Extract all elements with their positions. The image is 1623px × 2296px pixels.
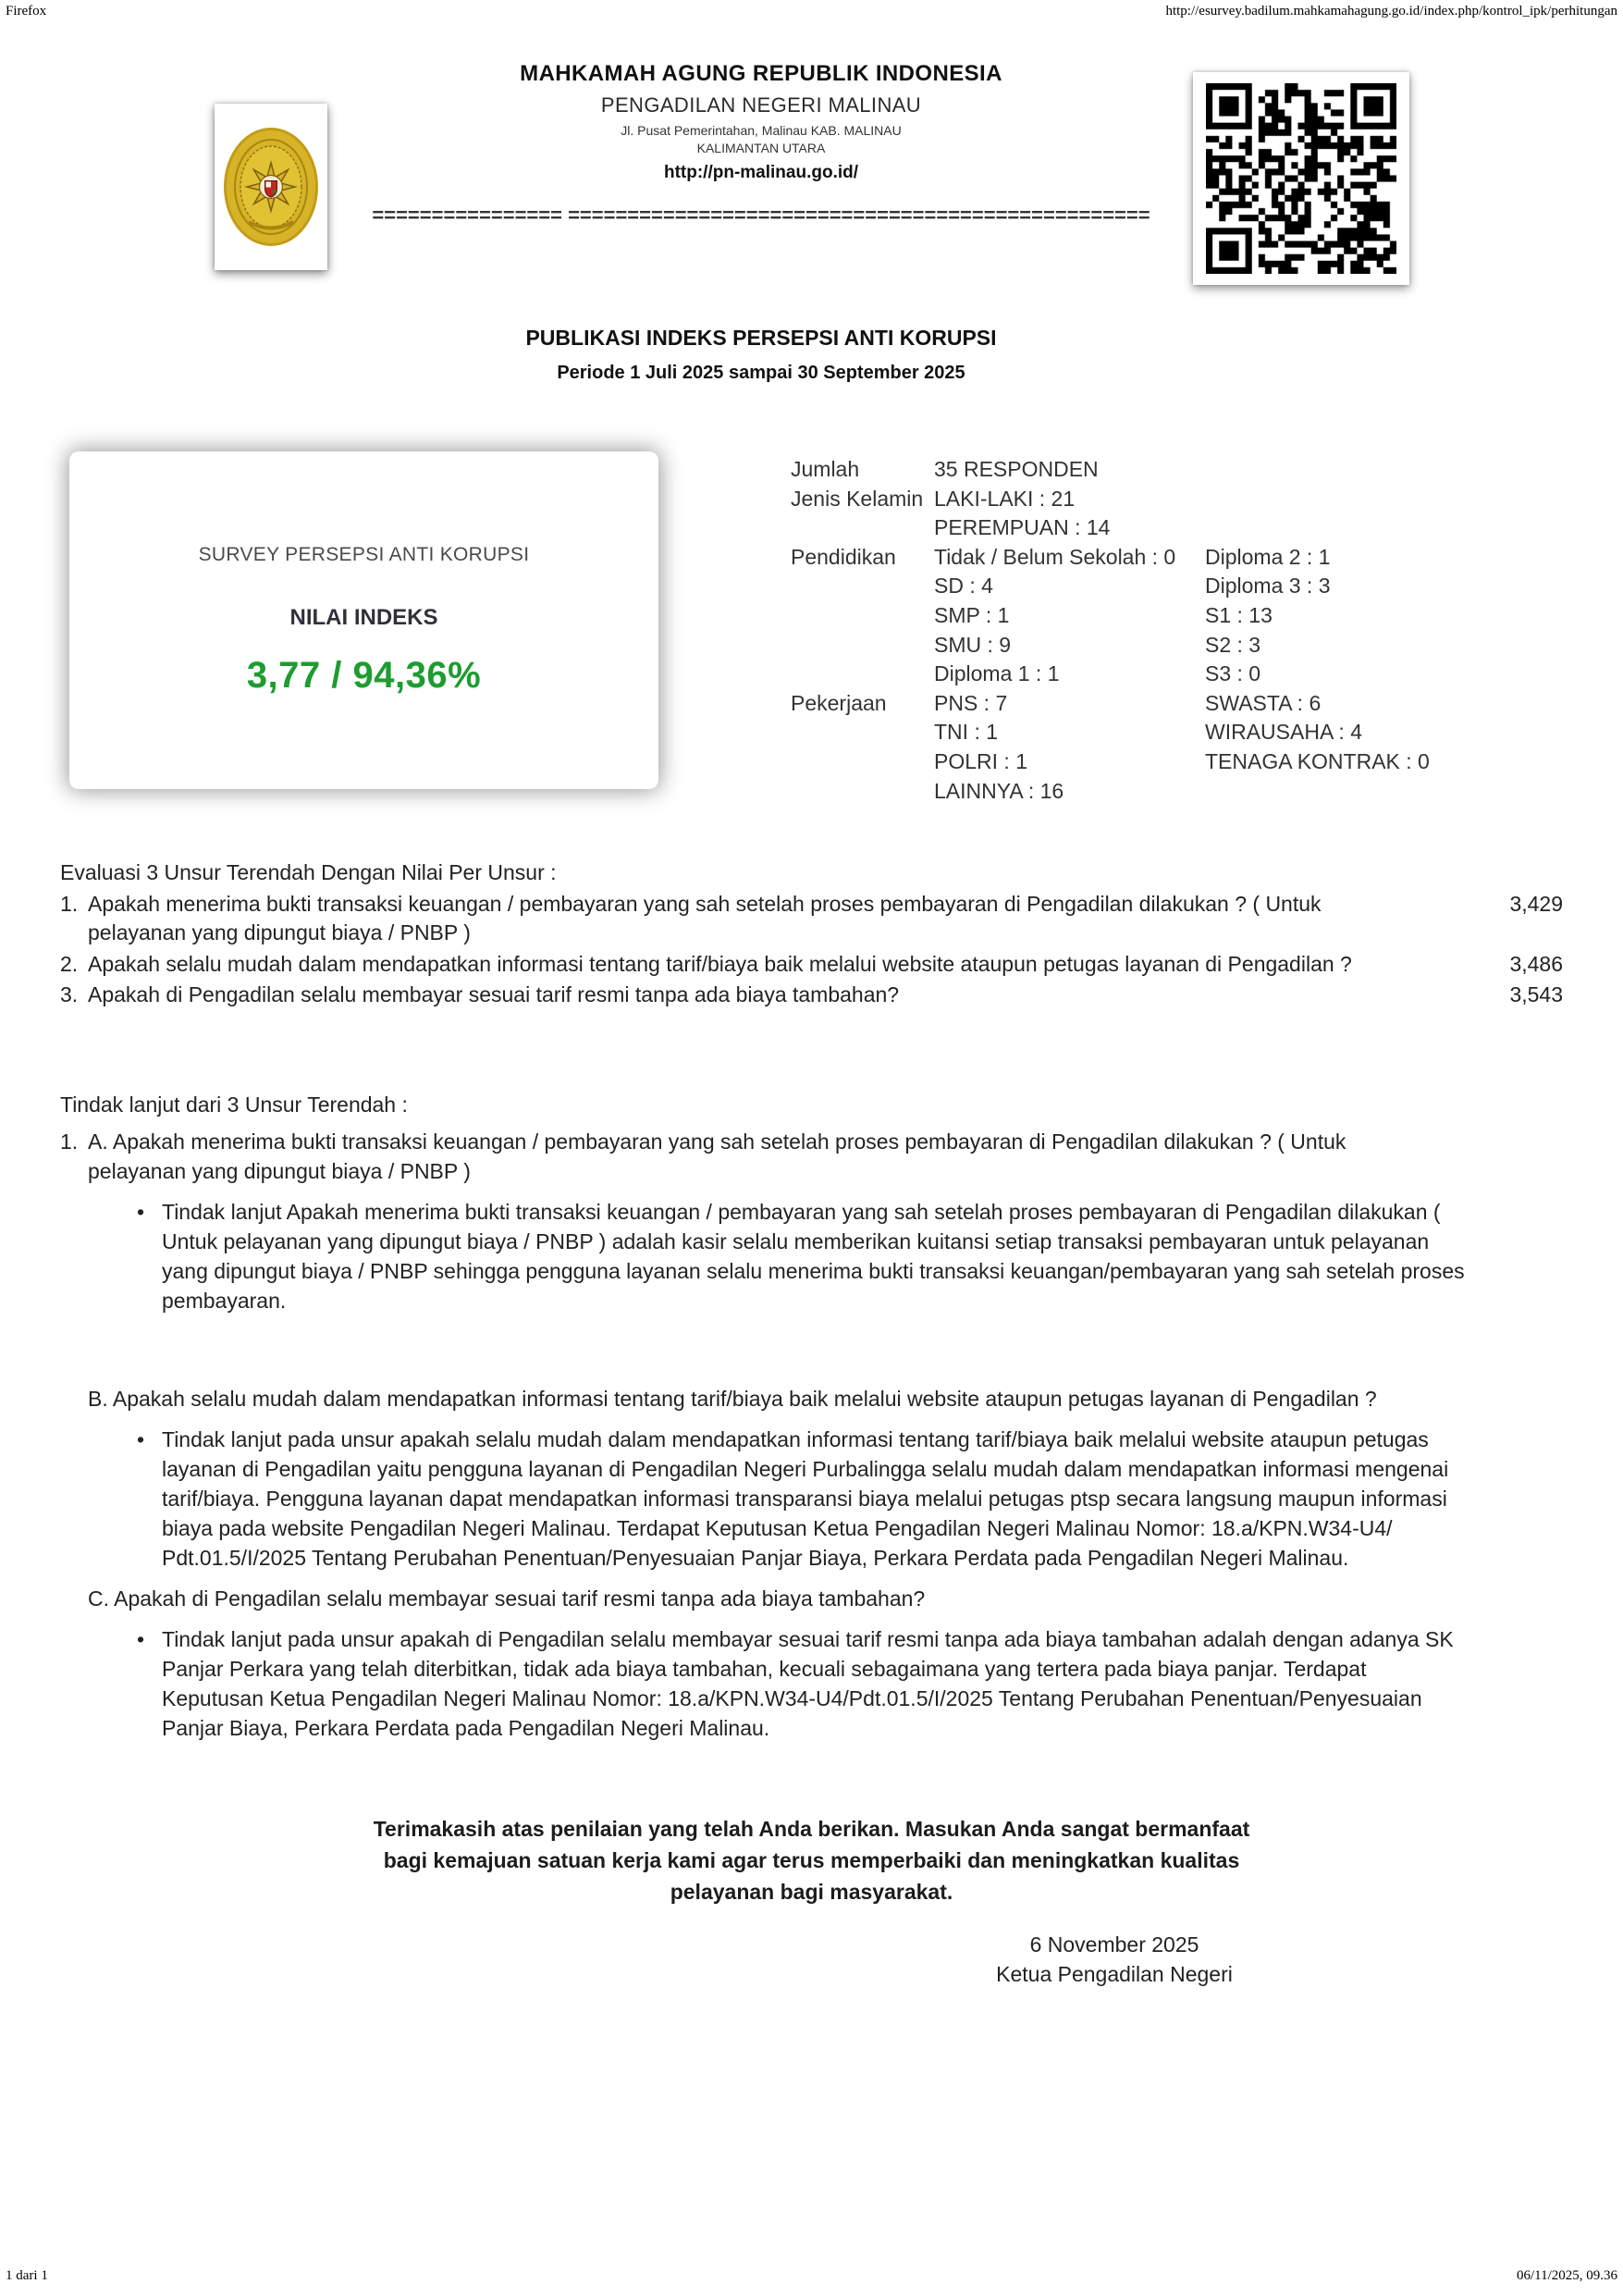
follow-up-section (60, 1384, 1563, 1573)
stat-row (791, 631, 1531, 660)
stat-value: WIRAUSAHA : 4 (1205, 720, 1362, 745)
letterhead-divider: ================ ================================================= (372, 204, 1150, 227)
org-name-line1: MAHKAMAH AGUNG REPUBLIK INDONESIA (520, 61, 1002, 86)
stat-label (791, 513, 934, 543)
question-text (88, 1127, 1415, 1186)
evaluation-item (60, 890, 1563, 948)
bullet-text: Tindak lanjut pada unsur apakah di Pengadilan selalu membayar sesuai tarif resmi tanpa ada biaya tambahan adalah dengan adanya SK Panjar Perkara yang telah diterbitkan, tidak ada biaya tambahan, kecuali sebagaimana yang tertera pada biaya panjar. Terdapat Keputusan Ketua Pengadilan Negeri Malinau Nomor: 18.a/KPN.W34-U4/Pdt.01.5/I/2025 Tentang Perubahan Penentuan/Penyesuaian Panjar Biaya, Perkara Perdata pada Pengadilan Negeri Malinau. (162, 1627, 1454, 1740)
signature-block (883, 1930, 1346, 1989)
question-number (60, 1384, 88, 1413)
item-score: 3,429 (1509, 891, 1563, 916)
bullet-text: Tindak lanjut Apakah menerima bukti transaksi keuangan / pembayaran yang sah setelah proses pembayaran di Pengadilan dilakukan ( Untuk pelayanan yang dipungut biaya / PNBP ) adalah kasir selalu memberikan kuitansi setiap transaksi pembayaran untuk pelayanan yang dipungut biaya / PNBP sehingga pengguna layanan selalu menerima bukti transaksi keuangan/pembayaran yang sah setelah proses pembayaran. (162, 1200, 1465, 1313)
stat-row (791, 455, 1531, 485)
stat-value: Tidak / Belum Sekolah : 0 (934, 544, 1176, 569)
follow-up-bullet (137, 1624, 1563, 1743)
closing-message: Terimakasih atas penilaian yang telah Anda berikan. Masukan Anda sangat bermanfaat bagi kemajuan satuan kerja kami agar terus memperbaiki dan meningkatkan kualitas pelayanan bagi masyarakat. (373, 1817, 1250, 1904)
item-score: 3,486 (1509, 951, 1563, 976)
stat-value: S2 : 3 (1205, 632, 1261, 657)
print-header-app: Firefox (6, 4, 47, 19)
follow-up-bullet (137, 1197, 1563, 1315)
stat-value: POLRI : 1 (934, 748, 1027, 773)
follow-up-question (60, 1384, 1563, 1413)
stat-value: S1 : 13 (1205, 602, 1273, 627)
evaluation-item (60, 981, 1563, 1010)
stat-label (791, 631, 934, 660)
question-body: Apakah menerima bukti transaksi keuangan / pembayaran yang sah setelah proses pembayaran di Pengadilan dilakukan ? ( Untuk pelayanan yang dipungut biaya / PNBP ) (88, 1129, 1346, 1183)
org-address-line1: Jl. Pusat Pemerintahan, Malinau KAB. MALINAU (621, 123, 902, 138)
question-number (60, 1584, 88, 1613)
stat-value: 35 RESPONDEN (934, 457, 1099, 481)
stat-value: SWASTA : 6 (1205, 690, 1322, 715)
org-address-line2: KALIMANTAN UTARA (696, 141, 826, 155)
stat-label (791, 601, 934, 631)
stat-value: TNI : 1 (934, 720, 999, 745)
item-text: Apakah menerima bukti transaksi keuangan / pembayaran yang sah setelah proses pembayaran di Pengadilan dilakukan ? ( Untuk pelayanan yang dipungut biaya / PNBP ) (88, 891, 1322, 944)
stat-label (791, 572, 934, 601)
print-footer-page-info: 1 dari 1 (6, 2268, 48, 2283)
stat-row (791, 747, 1531, 777)
stat-row (791, 718, 1531, 747)
stat-row (791, 543, 1531, 573)
stat-row (791, 660, 1531, 689)
follow-up-section-wrap (60, 1090, 1563, 1754)
evaluation-list (60, 890, 1563, 1010)
follow-up-section (60, 1127, 1563, 1315)
stat-label (791, 777, 934, 807)
document-title: PUBLIKASI INDEKS PERSEPSI ANTI KORUPSI (525, 326, 997, 350)
stat-value (1205, 455, 1531, 485)
index-score-card (69, 451, 658, 789)
qr-code-card (1193, 72, 1409, 285)
org-name-line2: PENGADILAN NEGERI MALINAU (600, 93, 922, 117)
stat-value: Diploma 1 : 1 (934, 661, 1060, 686)
stat-value: LAKI-LAKI : 21 (934, 486, 1076, 511)
respondent-stats (791, 455, 1531, 806)
stat-value: TENAGA KONTRAK : 0 (1205, 748, 1430, 773)
stat-label (791, 747, 934, 777)
index-label: NILAI INDEKS (289, 605, 438, 630)
question-letter: B. (88, 1387, 108, 1411)
stat-row (791, 601, 1531, 631)
question-text (88, 1384, 1415, 1413)
index-value: 3,77 / 94,36% (246, 655, 482, 696)
follow-up-section (60, 1584, 1563, 1743)
stat-value (1205, 777, 1531, 807)
stat-value: S3 : 0 (1205, 661, 1261, 686)
print-footer-timestamp: 06/11/2025, 09.36 (1516, 2268, 1617, 2283)
bullet-icon: • (137, 1627, 145, 1651)
stat-value: Diploma 2 : 1 (1205, 544, 1331, 569)
stat-value (1205, 513, 1531, 543)
stat-value: SMU : 9 (934, 632, 1012, 657)
signature-date: 6 November 2025 (1029, 1932, 1199, 1957)
follow-up-bullet (137, 1425, 1563, 1573)
follow-up-question (60, 1584, 1563, 1613)
question-text (88, 1584, 1415, 1613)
evaluation-heading: Evaluasi 3 Unsur Terendah Dengan Nilai Per Unsur : (60, 860, 557, 884)
closing-message-wrap (0, 1813, 1623, 1907)
item-number: 2. (60, 951, 79, 976)
bullet-icon: • (137, 1427, 145, 1451)
stat-row (791, 572, 1531, 601)
stat-row (791, 777, 1531, 807)
item-text: Apakah selalu mudah dalam mendapatkan informasi tentang tarif/biaya baik melalui website ataupun petugas layanan di Pengadilan ? (88, 951, 1352, 976)
stat-row (791, 689, 1531, 719)
follow-up-question (60, 1127, 1563, 1186)
stat-value: Diploma 3 : 3 (1205, 574, 1331, 599)
qr-code-icon (1206, 83, 1396, 274)
org-website: http://pn-malinau.go.id/ (663, 163, 859, 182)
question-body: Apakah di Pengadilan selalu membayar sesuai tarif resmi tanpa ada biaya tambahan? (109, 1586, 926, 1611)
document-period: Periode 1 Juli 2025 sampai 30 September 2025 (557, 363, 965, 383)
item-number: 1. (60, 891, 79, 916)
stat-row (791, 513, 1531, 543)
stat-value: SD : 4 (934, 574, 993, 599)
stat-value: LAINNYA : 16 (934, 778, 1064, 803)
stat-row (791, 485, 1531, 514)
item-score: 3,543 (1509, 982, 1563, 1006)
stat-value: PNS : 7 (934, 690, 1008, 715)
stat-label: Jenis Kelamin (791, 486, 924, 511)
question-letter: C. (88, 1586, 109, 1611)
question-body: Apakah selalu mudah dalam mendapatkan informasi tentang tarif/biaya baik melalui website ataupun petugas layanan di Pengadilan ? (107, 1387, 1377, 1411)
stat-label: Pendidikan (791, 544, 896, 569)
signature-title: Ketua Pengadilan Negeri (996, 1962, 1233, 1986)
stat-label: Jumlah (791, 457, 860, 481)
bullet-icon: • (137, 1200, 145, 1224)
item-text: Apakah di Pengadilan selalu membayar sesuai tarif resmi tanpa ada biaya tambahan? (88, 982, 900, 1006)
question-letter: A. (88, 1129, 108, 1154)
stat-label (791, 718, 934, 747)
evaluation-item (60, 950, 1563, 980)
stat-label: Pekerjaan (791, 690, 887, 715)
stat-value: PEREMPUAN : 14 (934, 515, 1111, 540)
bullet-text: Tindak lanjut pada unsur apakah selalu mudah dalam mendapatkan informasi tentang tarif/biaya baik melalui website ataupun petugas layanan di Pengadilan yaitu pengguna layanan di Pengadilan Negeri Purbalingga selalu mudah dalam mendapatkan informasi mengenai tarif/biaya. Pengguna layanan dapat mendapatkan informasi transparansi biaya melalui petugas ptsp secara langsung maupun informasi biaya pada website Pengadilan Negeri Malinau. Terdapat Keputusan Ketua Pengadilan Negeri Malinau Nomor: 18.a/KPN.W34-U4/ Pdt.01.5/I/2025 Tentang Perubahan Penentuan/Penyesuaian Panjar Biaya, Perkara Perdata pada Pengadilan Negeri Malinau. (162, 1427, 1449, 1570)
follow-up-heading: Tindak lanjut dari 3 Unsur Terendah : (60, 1092, 408, 1117)
item-number: 3. (60, 982, 79, 1006)
evaluation-section (60, 858, 1563, 1010)
follow-up-sections (60, 1127, 1563, 1743)
survey-label: SURVEY PERSEPSI ANTI KORUPSI (198, 544, 530, 565)
stat-value (1205, 485, 1531, 514)
stat-value: SMP : 1 (934, 602, 1010, 627)
question-number: 1. (60, 1129, 79, 1154)
stat-label (791, 660, 934, 689)
print-header-url: http://esurvey.badilum.mahkamahagung.go.id/index.php/kontrol_ipk/perhitungan (1165, 4, 1617, 19)
